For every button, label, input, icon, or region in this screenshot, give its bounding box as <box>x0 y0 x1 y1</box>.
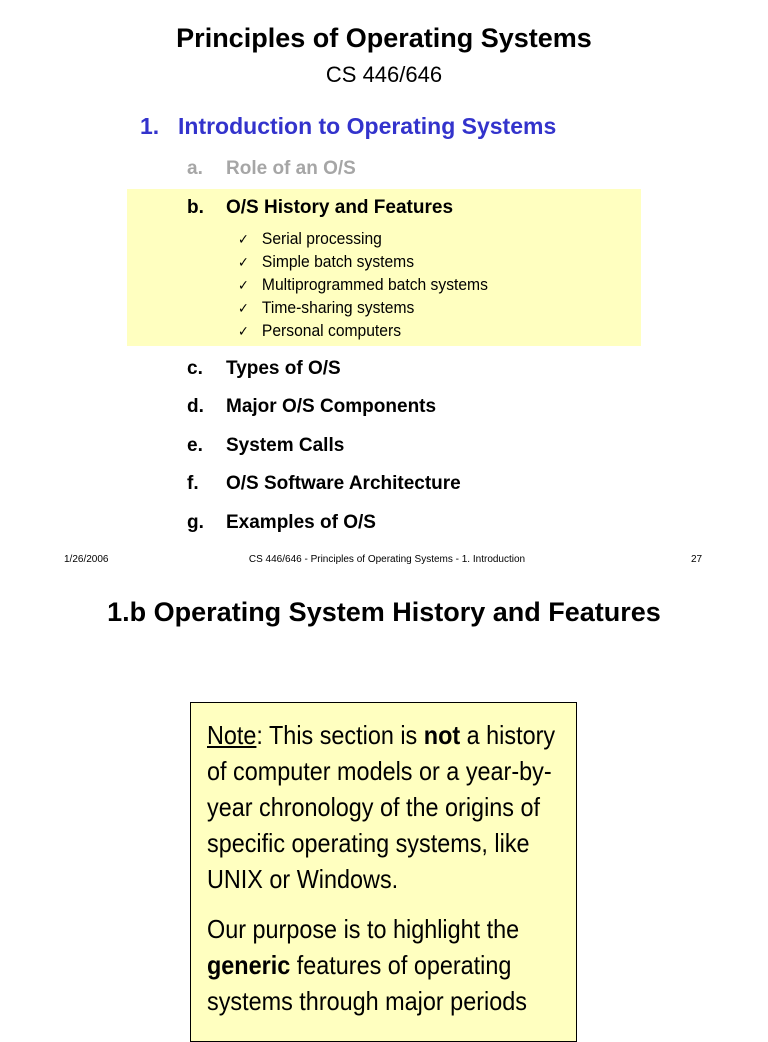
item-letter: c. <box>187 358 203 379</box>
note-paragraph-1 <box>207 717 567 897</box>
list-item <box>238 273 488 296</box>
outline-item-d <box>187 396 436 418</box>
item-letter: a. <box>187 158 203 179</box>
item-label: Types of O/S <box>226 358 341 379</box>
history-bullet-list <box>238 227 488 342</box>
note-text: Our purpose is to highlight the <box>207 914 520 944</box>
note-emphasis: generic <box>207 950 291 980</box>
bullet-text: Personal computers <box>261 321 402 340</box>
check-icon: ✓ <box>238 232 249 248</box>
check-icon: ✓ <box>238 324 249 340</box>
note-paragraph-2 <box>207 911 567 1019</box>
item-label: Role of an O/S <box>226 158 356 179</box>
footer-title: CS 446/646 - Principles of Operating Systems - 1. Introduction <box>248 554 526 565</box>
item-label: Examples of O/S <box>226 512 376 533</box>
outline-item-b <box>187 197 453 219</box>
note-emphasis: not <box>423 720 461 750</box>
list-item <box>238 250 488 273</box>
list-item <box>238 319 488 342</box>
item-label: O/S History and Features <box>226 197 454 218</box>
note-text: features of operating systems through major periods <box>207 950 527 1016</box>
item-label: O/S Software Architecture <box>226 473 461 494</box>
item-letter: b. <box>187 197 204 218</box>
note-box <box>190 702 577 1042</box>
outline-item-c <box>187 358 341 380</box>
outline-item-g <box>187 512 376 534</box>
item-letter: f. <box>187 473 199 494</box>
note-text: a history of computer models or a year-by-year chronology of the origins of specific operating systems, like UNIX or Windows. <box>207 720 556 894</box>
section-number: 1. <box>140 113 160 139</box>
outline-item-a <box>187 158 356 180</box>
item-letter: g. <box>187 512 204 533</box>
slide-heading: 1.b Operating System History and Features <box>107 597 661 627</box>
section-label: Introduction to Operating Systems <box>178 113 557 139</box>
item-label: System Calls <box>226 435 345 456</box>
section-heading <box>140 113 556 140</box>
footer-page-number: 27 <box>691 554 703 565</box>
outline-item-f <box>187 473 461 495</box>
note-label: Note <box>207 720 257 750</box>
bullet-text: Serial processing <box>261 229 382 248</box>
check-icon: ✓ <box>238 301 249 317</box>
footer-date: 1/26/2006 <box>64 554 109 565</box>
bullet-text: Simple batch systems <box>261 252 415 271</box>
list-item <box>238 296 488 319</box>
bullet-text: Multiprogrammed batch systems <box>261 275 488 294</box>
outline-item-e <box>187 435 344 457</box>
item-letter: d. <box>187 396 204 417</box>
check-icon: ✓ <box>238 255 249 271</box>
list-item <box>238 227 488 250</box>
course-code: CS 446/646 <box>325 62 443 87</box>
bullet-text: Time-sharing systems <box>261 298 415 317</box>
note-text: : This section is <box>256 720 424 750</box>
item-letter: e. <box>187 435 203 456</box>
slide-title: Principles of Operating Systems <box>176 23 592 53</box>
item-label: Major O/S Components <box>226 396 437 417</box>
check-icon: ✓ <box>238 278 249 294</box>
